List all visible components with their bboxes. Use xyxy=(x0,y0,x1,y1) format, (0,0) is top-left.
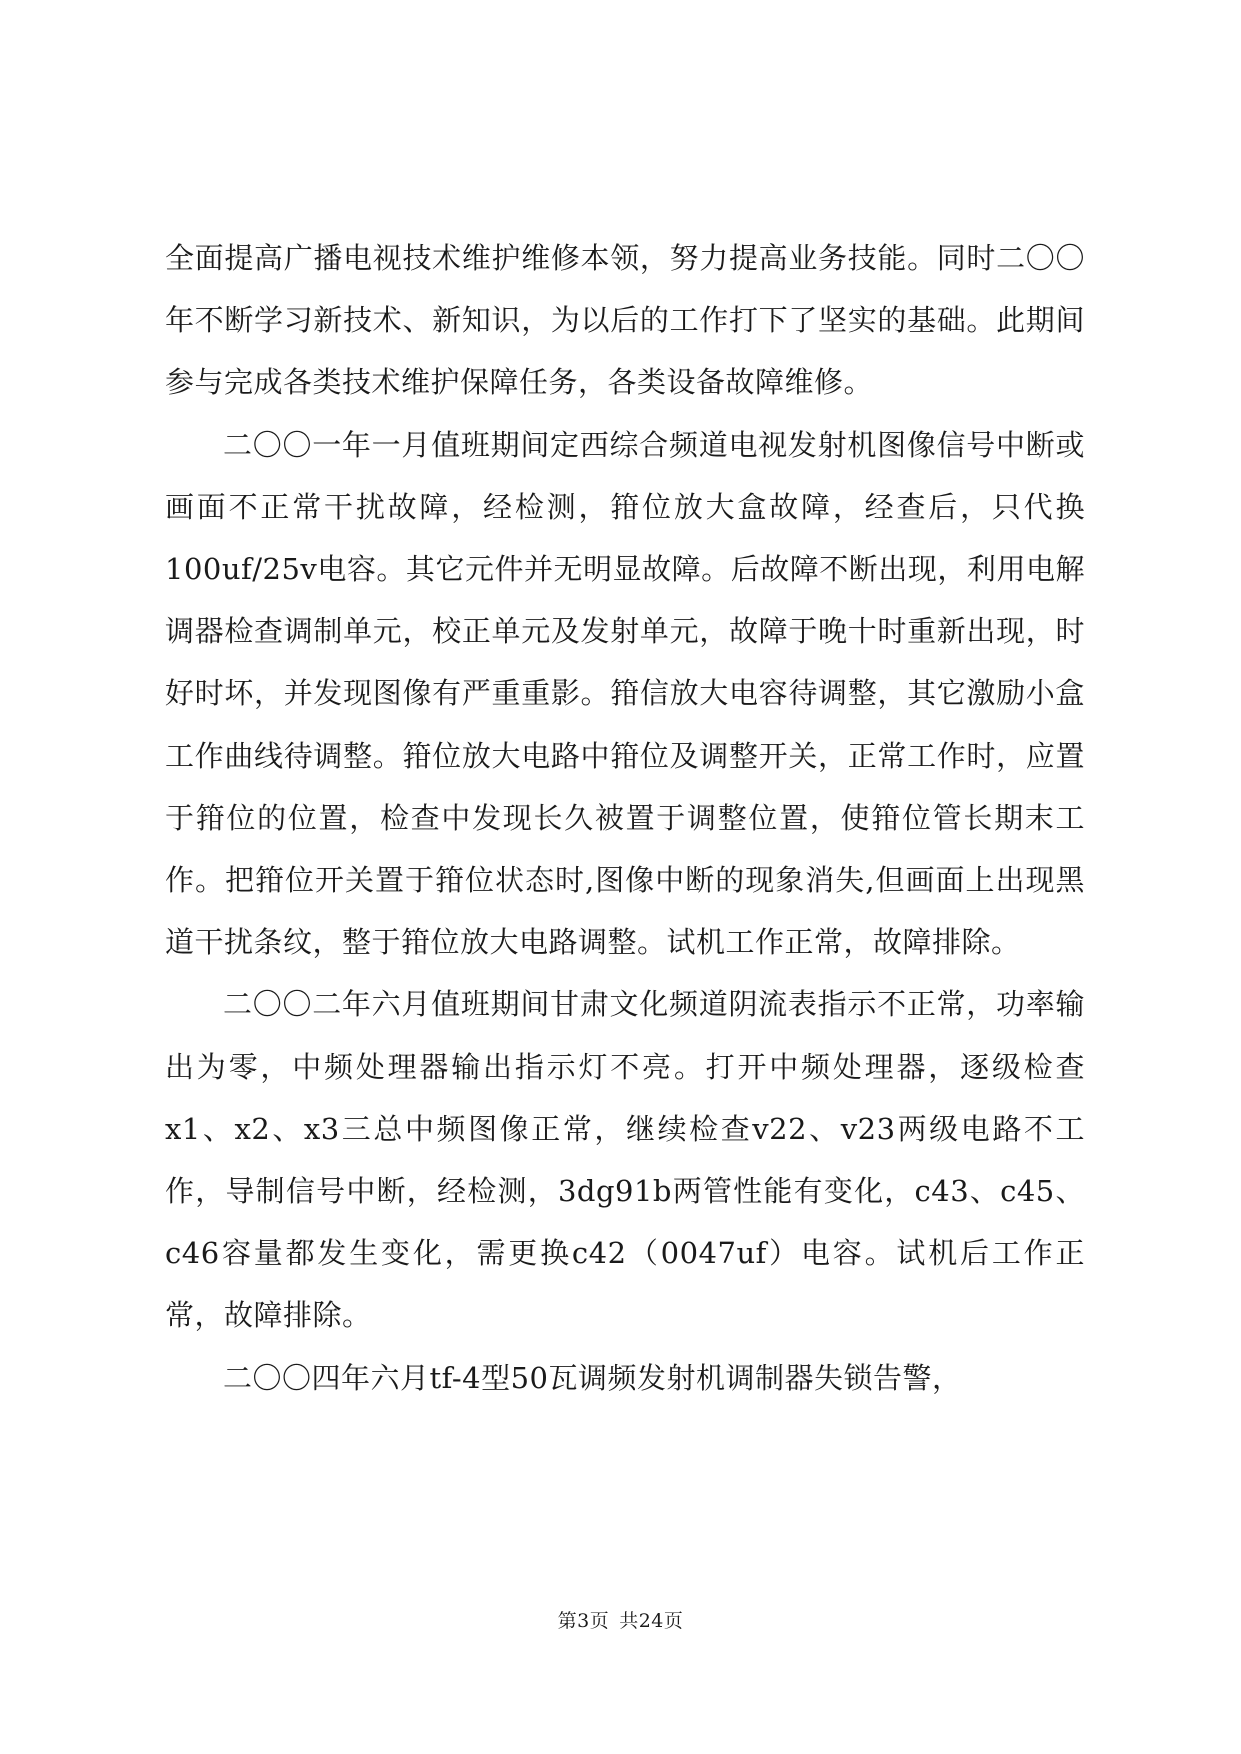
paragraph-1: 全面提高广播电视技术维护维修本领，努力提高业务技能。同时二〇〇年不断学习新技术、新知识，为以后的工作打下了坚实的基础。此期间参与完成各类技术维护保障任务，各类设备故障维修。 xyxy=(165,241,1085,400)
document-body xyxy=(165,227,1085,1409)
page-number: 第3页 xyxy=(557,1610,610,1632)
paragraph-2: 二〇〇一年一月值班期间定西综合频道电视发射机图像信号中断或画面不正常干扰故障，经检测，箝位放大盒故障，经查后，只代换100uf/25v电容。其它元件并无明显故障。后故障不断出现，利用电解调器检查调制单元，校正单元及发射单元，故障于晚十时重新出现，时好时坏，并发现图像有严重重影。箝信放大电容待调整，其它激励小盒工作曲线待调整。箝位放大电路中箝位及调整开关，正常工作时，应置于箝位的位置，检查中发现长久被置于调整位置，使箝位管长期末工作。把箝位开关置于箝位状态时,图像中断的现象消失,但画面上出现黑道干扰条纹，整于箝位放大电路调整。试机工作正常，故障排除。 xyxy=(165,427,1085,960)
page-total: 共24页 xyxy=(619,1610,684,1632)
page-footer xyxy=(0,1606,1241,1633)
paragraph-4: 二〇〇四年六月tf-4型50瓦调频发射机调制器失锁告警， xyxy=(223,1360,962,1395)
paragraph-3: 二〇〇二年六月值班期间甘肃文化频道阴流表指示不正常，功率输出为零，中频处理器输出指示灯不亮。打开中频处理器，逐级检查x1、x2、x3三总中频图像正常，继续检查v22、v23两级电路不工作，导制信号中断，经检测，3dg91b两管性能有变化，c43、c45、c46容量都发生变化，需更换c42（0047uf）电容。试机后工作正常，故障排除。 xyxy=(165,987,1085,1333)
